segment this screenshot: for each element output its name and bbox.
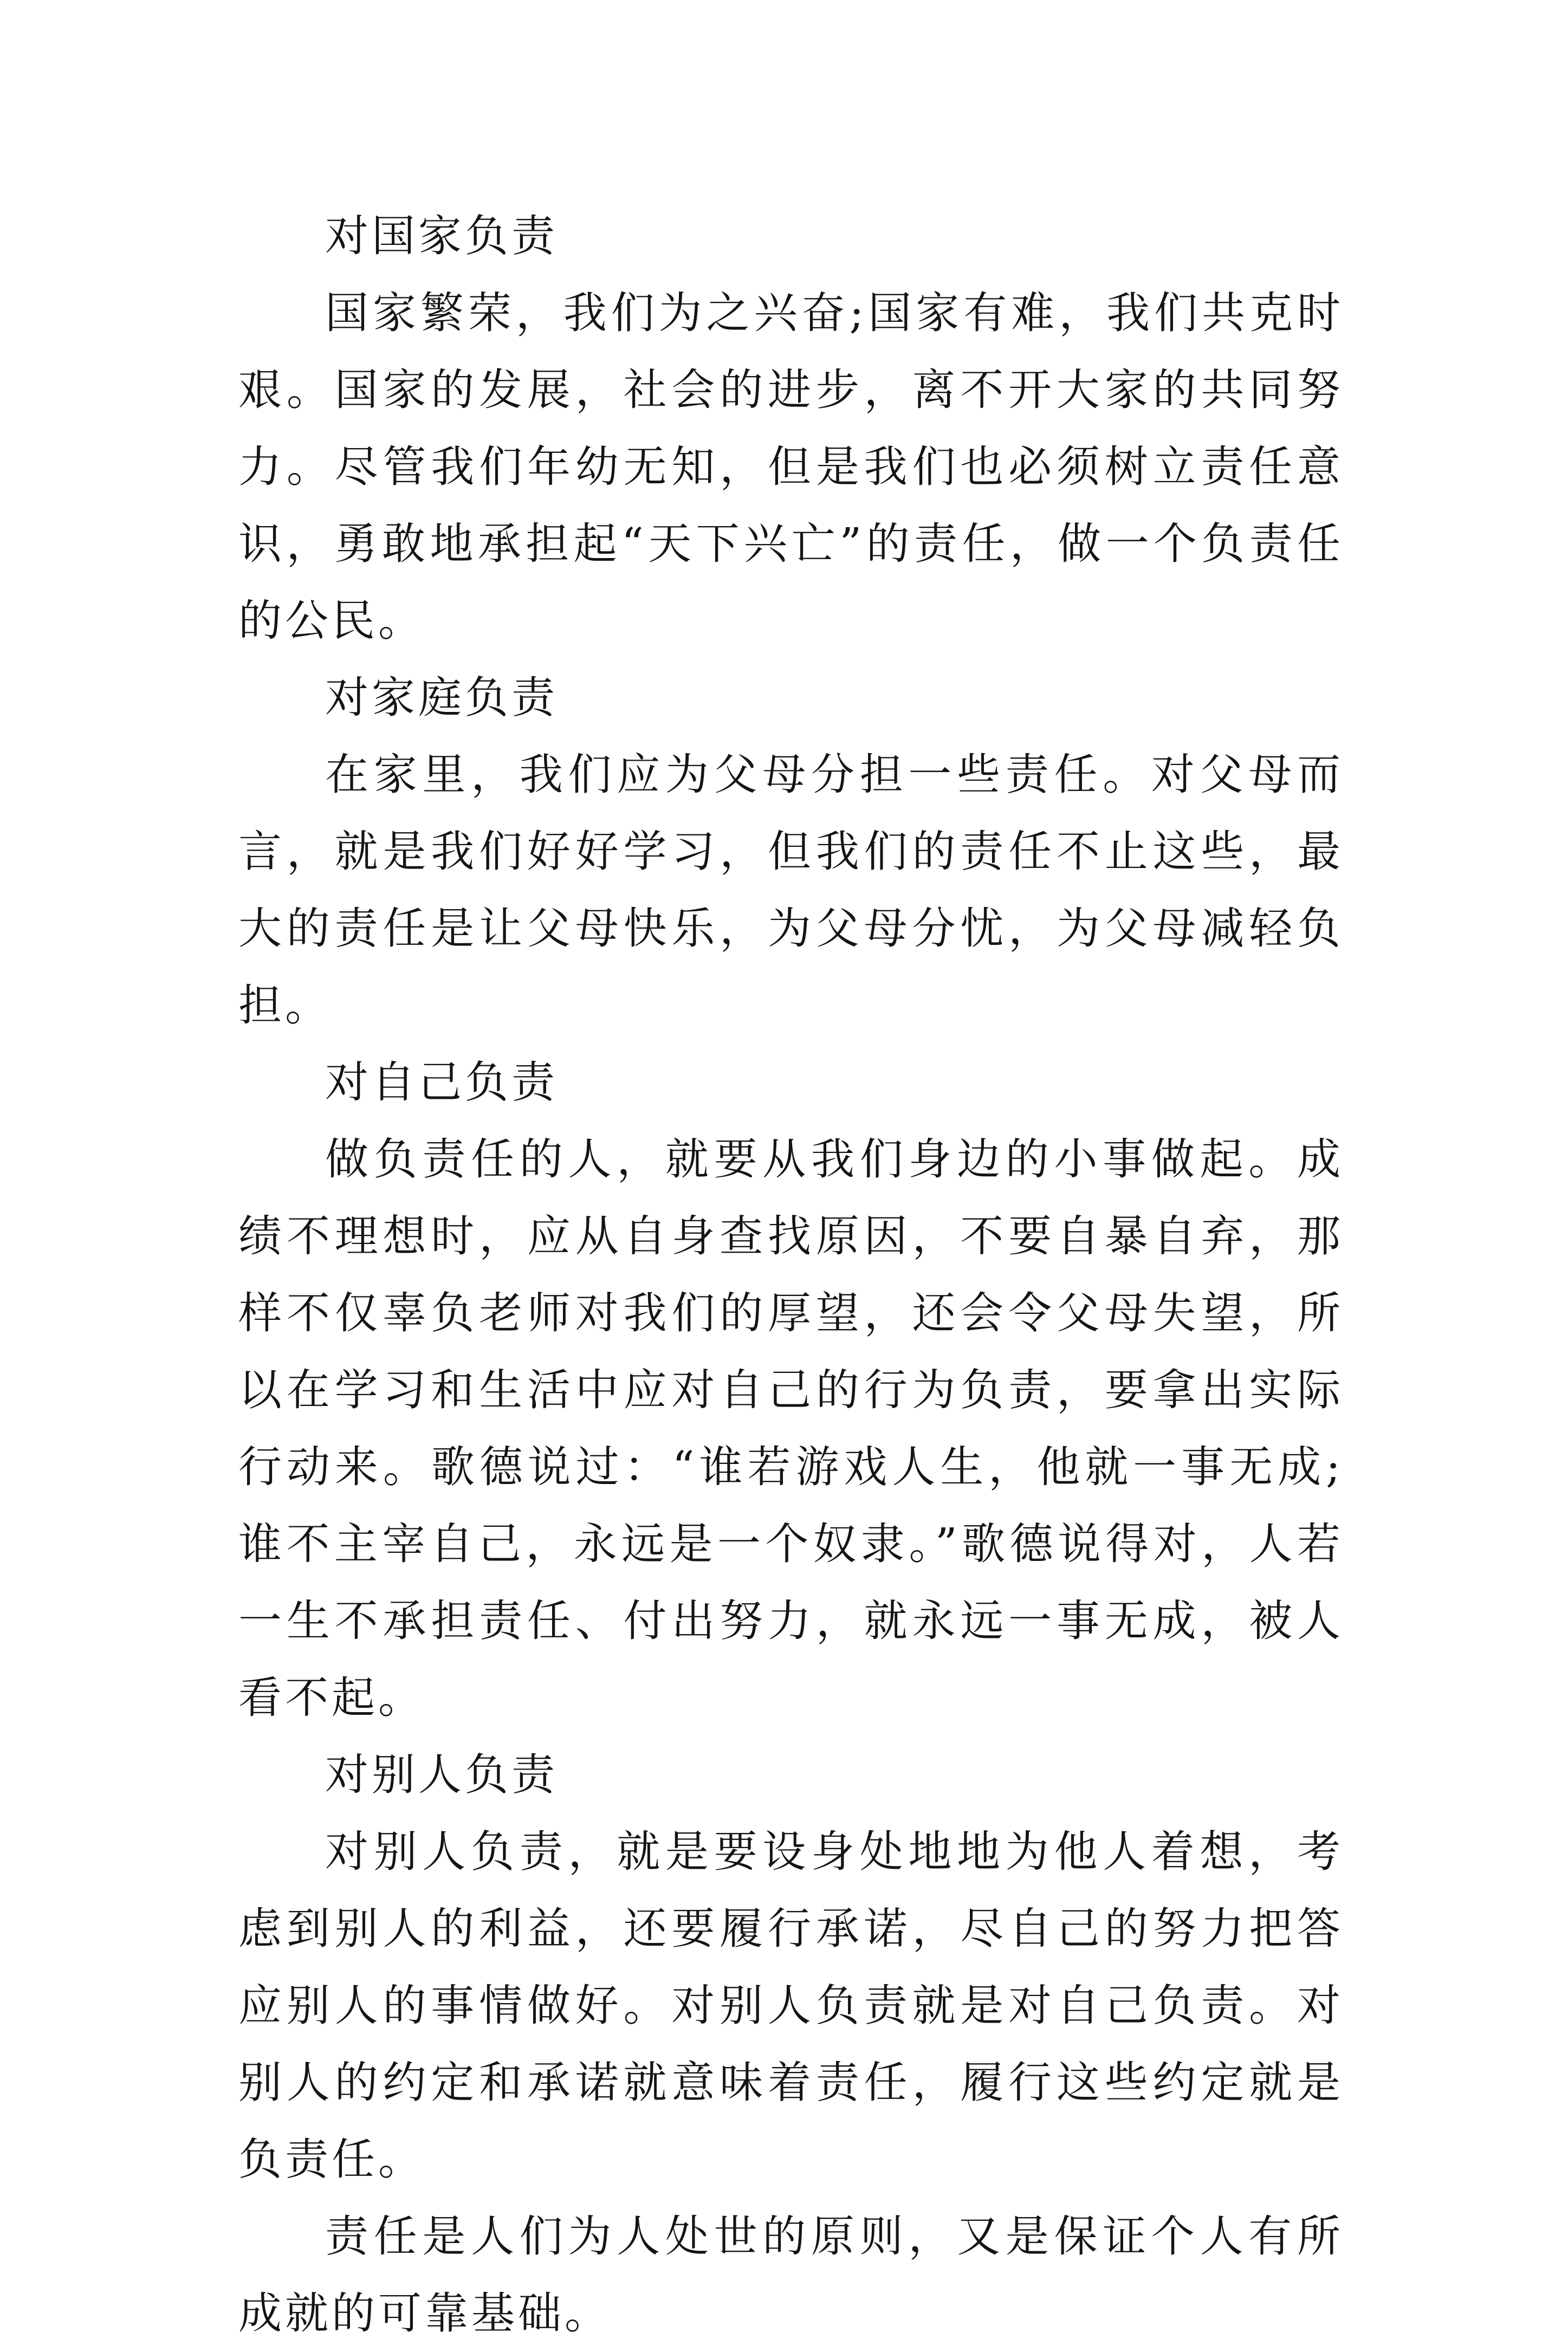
section-heading-others: 对别人负责 (325, 1750, 558, 1800)
paragraph-self: 做负责任的人，就要从我们身边的小事做起。成绩不理想时，应从自身查找原因，不要自暴自弃，那样不仅辜负老师对我们的厚望，还会令父母失望，所以在学习和生活中应对自己的行为负责，要拿出实际行动来。歌德说过：“谁若游戏人生，他就一事无成;谁不主宰自己，永远是一个奴隶。”歌德说得对，人若一生不承担责任、付出努力，就永远一事无成，被人看不起。 (238, 1134, 1344, 1723)
section-heading-self: 对自己负责 (325, 1057, 558, 1107)
paragraph-conclusion: 责任是人们为人处世的原则，又是保证个人有所成就的可靠基础。 (238, 2211, 1344, 2338)
paragraph-country: 国家繁荣，我们为之兴奋;国家有难，我们共克时艰。国家的发展，社会的进步，离不开大家的共同努力。尽管我们年幼无知，但是我们也必须树立责任意识，勇敢地承担起“天下兴亡”的责任，做一个负责任的公民。 (238, 288, 1344, 646)
document-page (238, 198, 1344, 2352)
paragraph-others: 对别人负责，就是要设身处地地为他人着想，考虑到别人的利益，还要履行承诺，尽自己的努力把答应别人的事情做好。对别人负责就是对自己负责。对别人的约定和承诺就意味着责任，履行这些约定就是负责任。 (238, 1826, 1344, 2185)
section-heading-country: 对国家负责 (325, 211, 558, 261)
section-heading-family: 对家庭负责 (325, 672, 558, 723)
paragraph-family: 在家里，我们应为父母分担一些责任。对父母而言，就是我们好好学习，但我们的责任不止这些，最大的责任是让父母快乐，为父母分忧，为父母减轻负担。 (238, 749, 1344, 1031)
